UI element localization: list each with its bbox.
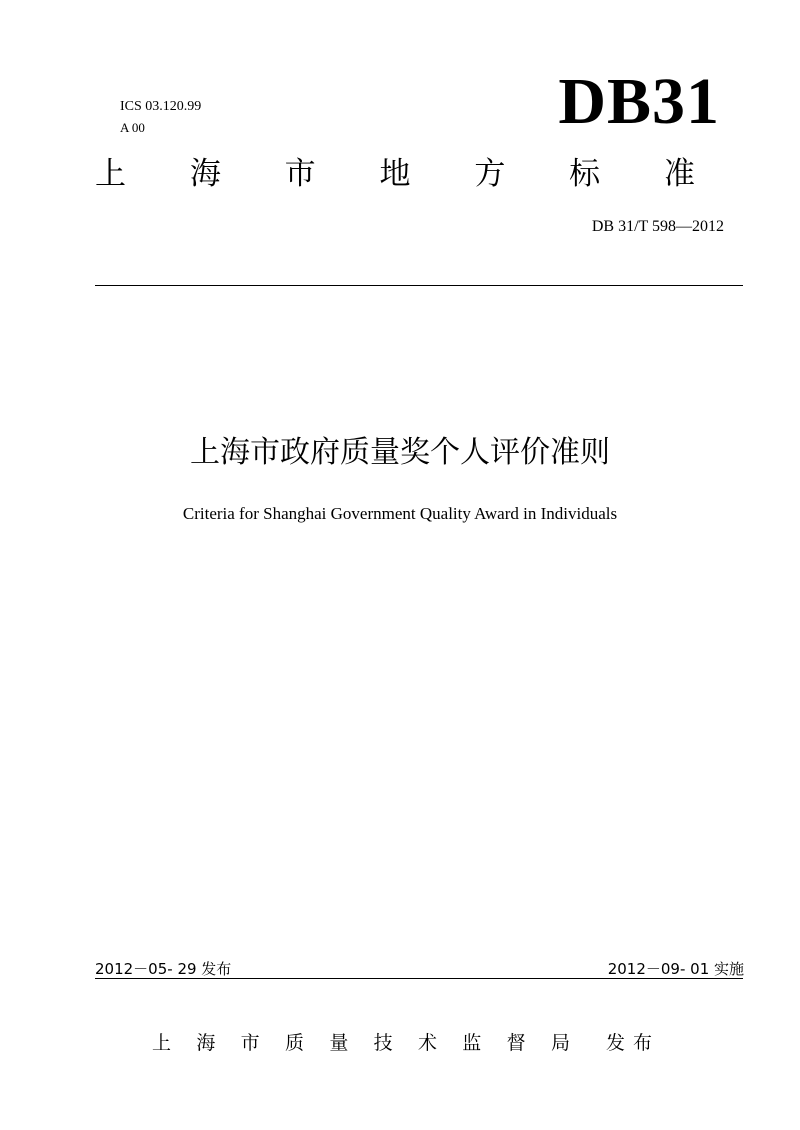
standard-number: DB 31/T 598—2012	[591, 218, 724, 235]
standard-type-heading	[95, 152, 695, 196]
issue-date: 2012－05- 29 发布	[95, 960, 232, 978]
issuer-char: 质	[284, 1032, 304, 1054]
issuer-char: 局	[550, 1032, 570, 1054]
issuer-char: 上	[152, 1032, 172, 1054]
top-divider	[95, 285, 743, 286]
document-title-chinese: 上海市政府质量奖个人评价准则	[190, 435, 610, 470]
issuer-char: 术	[417, 1032, 437, 1054]
issuing-authority	[152, 1029, 570, 1057]
standard-type-char: 上	[95, 156, 126, 192]
issue-label: 发布	[606, 1032, 661, 1054]
issuer-char: 督	[506, 1032, 526, 1054]
issuer-char: 技	[373, 1032, 393, 1054]
classification-code: A 00	[120, 120, 145, 135]
standard-type-char: 准	[663, 156, 695, 192]
ics-code: ICS 03.120.99	[120, 99, 202, 114]
document-title-english: Criteria for Shanghai Government Quality Award in Individuals	[182, 504, 618, 523]
issuer-char: 量	[329, 1032, 349, 1054]
standard-type-char: 海	[189, 156, 221, 192]
bottom-divider	[95, 978, 743, 979]
standard-type-char: 市	[284, 156, 316, 192]
issuer-char: 监	[462, 1032, 482, 1054]
db-logo: DB31	[558, 65, 720, 138]
implementation-date: 2012－09- 01 实施	[607, 960, 744, 978]
standard-type-char: 标	[569, 156, 601, 192]
standard-type-char: 方	[474, 156, 506, 192]
standard-type-char: 地	[379, 156, 411, 192]
issuer-char: 市	[240, 1032, 260, 1054]
issuer-char: 海	[196, 1032, 216, 1054]
